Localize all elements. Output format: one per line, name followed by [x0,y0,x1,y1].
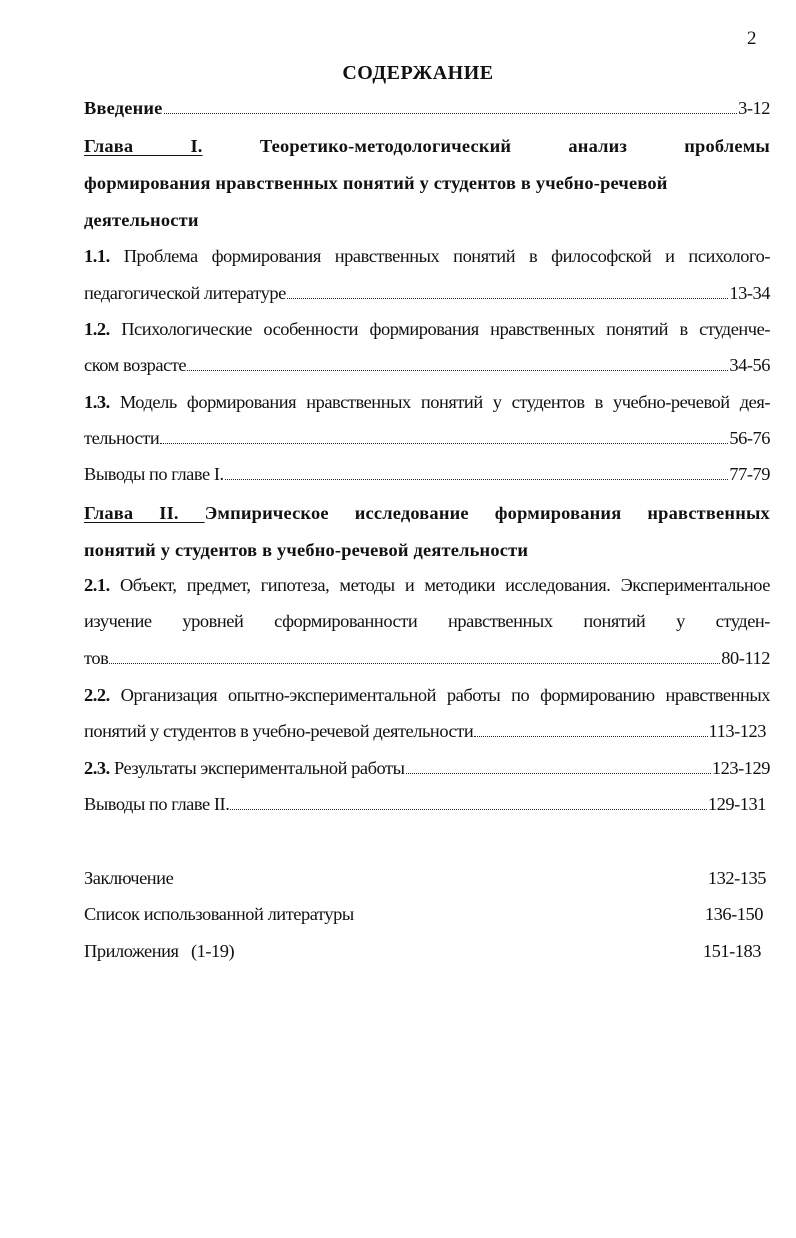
entry-label: Заключение [84,868,174,888]
word: нравственных [665,685,771,705]
word: понятий [420,392,483,412]
word: у [492,392,502,412]
dot-leader [187,370,728,371]
word: анализ [568,136,628,156]
toc-entry-chapter2-conclusions[interactable] [84,789,766,819]
word: работы [446,685,501,705]
chapter1-prefix: Глава I. [84,136,203,156]
page-title: СОДЕРЖАНИЕ [342,62,494,84]
word: Теоретико-методологический [259,136,512,156]
chapter1-heading-line3: деятельности [84,210,199,230]
word: Проблема [123,246,198,266]
word: студен- [715,611,770,631]
entry-label: ском возрасте [84,355,187,375]
word: в [679,319,688,339]
toc-entry-introduction[interactable] [84,93,770,123]
word: исследование [354,503,469,523]
dot-leader [230,809,706,810]
word: сформированности [274,611,418,631]
toc-entry-appendices[interactable] [84,936,761,966]
dot-leader [160,443,728,444]
word: понятий [453,246,516,266]
word: Модель [119,392,177,412]
section-2-1-line2[interactable] [84,606,770,636]
entry-label: понятий у студентов в учебно-речевой деятельности [84,721,474,741]
word: исследования. [505,575,611,595]
toc-entry-references[interactable] [84,899,763,929]
section-2-1-line1[interactable] [84,570,770,600]
word: предмет, [186,575,251,595]
word: Эмпирическое [204,503,329,523]
entry-pages: 113-123 [708,721,766,741]
section-number: 1.2. [84,319,110,339]
chapter1-heading-line2: формирования нравственных понятий у студентов в учебно-речевой [84,173,668,193]
word: студенче- [699,319,770,339]
chapter2-prefix: Глава II. [84,503,205,523]
word: Психологические [121,319,252,339]
word: и [665,246,675,266]
entry-pages: 13-34 [729,283,770,303]
entry-pages: 34-56 [729,355,770,375]
word: формированию [540,685,655,705]
toc-entry-conclusion[interactable] [84,863,766,893]
section-1-3-line2[interactable] [84,423,770,453]
word: формирования [494,503,622,523]
entry-pages: 56-76 [729,428,770,448]
word: уровней [182,611,244,631]
entry-label: педагогической литературе [84,283,286,303]
dot-leader [406,773,711,774]
word: Объект, [119,575,177,595]
word: в [594,392,603,412]
word: студентов [511,392,585,412]
entry-label: Выводы по главе II. [84,794,230,814]
section-number: 1.3. [84,392,110,412]
entry-pages: 129-131 [707,794,766,814]
section-number: 2.2. [84,685,110,705]
word: дея- [739,392,771,412]
word: понятий [583,611,646,631]
entry-pages: 80-112 [721,648,770,668]
entry-label: тельности [84,428,160,448]
section-2-2-line1[interactable] [84,680,770,710]
section-1-1-line1[interactable] [84,241,770,271]
entry-pages: 123-129 [711,758,770,778]
section-number: 2.3. [84,758,110,778]
chapter1-heading-line1[interactable] [84,131,770,161]
word: гипотеза, [260,575,330,595]
entry-label: тов [84,648,109,668]
dot-leader [225,479,729,480]
entry-label: Список использованной литературы [84,904,354,924]
word: изучение [84,611,152,631]
section-1-2-line1[interactable] [84,314,770,344]
section-1-1-line2[interactable] [84,278,770,308]
dot-leader [164,113,738,114]
entry-pages: 151-183 [702,941,761,961]
entry-label: Результаты экспериментальной работы [109,758,405,778]
word: и [404,575,415,595]
word: учебно-речевой [612,392,730,412]
word: психолого- [688,246,770,266]
word: методы [339,575,395,595]
section-1-3-line1[interactable] [84,387,770,417]
entry-label: Выводы по главе I. [84,464,224,484]
entry-pages: 132-135 [707,868,766,888]
word: нравственных [647,503,770,523]
word: понятий [606,319,669,339]
entry-label: Приложения (1-19) [84,941,235,961]
entry-pages: 77-79 [729,464,770,484]
word: нравственных [334,246,440,266]
word: нравственных [490,319,595,339]
section-number: 1.1. [84,246,110,266]
section-2-2-line2[interactable] [84,716,766,746]
word: формирования [369,319,479,339]
word: опытно-экспериментальной [227,685,437,705]
word: Организация [120,685,218,705]
chapter2-heading-line1[interactable] [84,498,770,528]
word: проблемы [684,136,770,156]
word: по [511,685,530,705]
word: методики [424,575,495,595]
section-number: 2.1. [84,575,110,595]
word: Экспериментальное [620,575,770,595]
entry-pages: 136-150 [704,904,763,924]
word: нравственных [306,392,411,412]
word: особенности [263,319,359,339]
page-number: 2 [747,28,757,49]
toc-entry-chapter1-conclusions[interactable] [84,459,770,489]
section-2-3[interactable] [84,753,770,783]
entry-pages: 3-12 [738,98,770,118]
word: формирования [186,392,297,412]
entry-label: Введение [84,98,163,118]
word: у [676,611,685,631]
section-1-2-line2[interactable] [84,350,770,380]
word: формирования [211,246,321,266]
dot-leader [474,736,707,737]
chapter2-heading-line2: понятий у студентов в учебно-речевой деятельности [84,540,529,560]
dot-leader [287,298,729,299]
word: философской [551,246,652,266]
dot-leader [109,663,720,664]
section-2-1-line3[interactable] [84,643,770,673]
word: нравственных [448,611,553,631]
word: в [528,246,538,266]
